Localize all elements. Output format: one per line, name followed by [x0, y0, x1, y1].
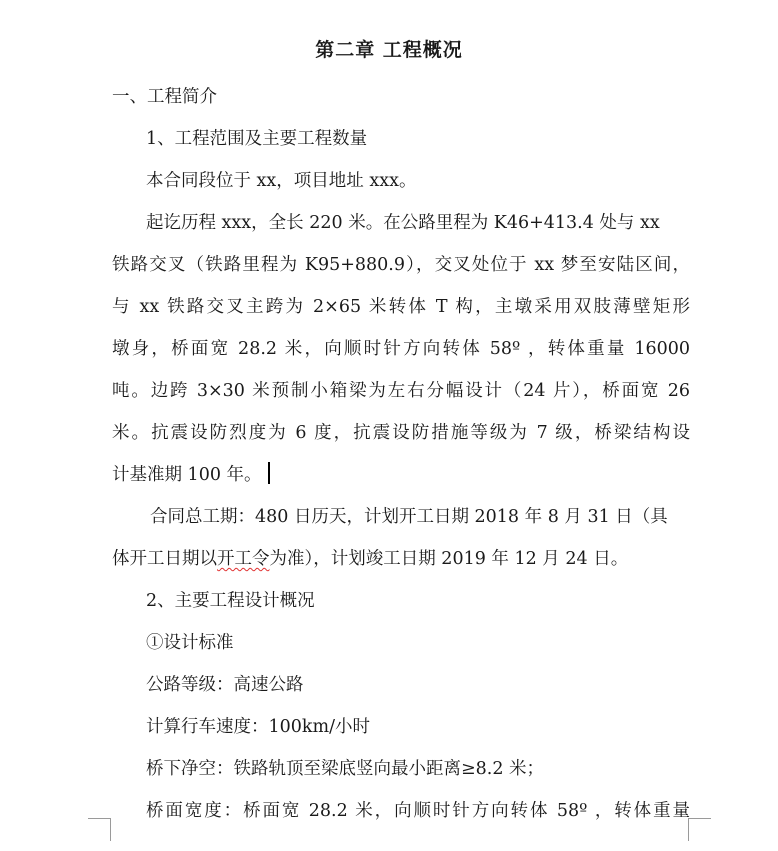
heading-scope-quantities: 1、工程范围及主要工程数量: [146, 129, 368, 149]
margin-corner-mark-left: [88, 818, 111, 841]
spec-road-grade: 公路等级：高速公路: [146, 675, 304, 695]
paragraph-scope-line-7-text: 计基准期 100 年。: [112, 465, 262, 485]
spellcheck-marked-word[interactable]: 开工令: [217, 549, 270, 569]
paragraph-scope-line-5: 吨。边跨 3×30 米预制小箱梁为左右分幅设计（24 片），桥面宽 26: [112, 381, 690, 401]
paragraph-scope-line-1: 起讫历程 xxx，全长 220 米。在公路里程为 K46+413.4 处与 xx: [146, 213, 660, 233]
heading-design-overview: 2、主要工程设计概况: [146, 591, 315, 611]
spec-design-speed: 计算行车速度：100km/小时: [146, 717, 370, 737]
schedule-text-after: 为准），计划竣工日期 2019 年 12 月 24 日。: [269, 549, 629, 569]
schedule-text-before: 体开工日期以: [112, 549, 217, 569]
paragraph-scope-line-3: 与 xx 铁路交叉主跨为 2×65 米转体 T 构，主墩采用双肢薄壁矩形: [112, 297, 690, 317]
spec-clearance: 桥下净空：铁路轨顶至梁底竖向最小距离≥8.2 米；: [146, 759, 545, 779]
paragraph-scope-line-6: 米。抗震设防烈度为 6 度，抗震设防措施等级为 7 级，桥梁结构设: [112, 423, 690, 443]
text-cursor: [268, 462, 270, 484]
spec-deck-width: 桥面宽度：桥面宽 28.2 米，向顺时针方向转体 58º ，转体重量: [146, 801, 690, 821]
margin-corner-mark-right: [688, 818, 711, 841]
chapter-title: 第二章 工程概况: [315, 39, 463, 61]
paragraph-scope-line-4: 墩身，桥面宽 28.2 米，向顺时针方向转体 58º ，转体重量 16000: [112, 339, 690, 359]
heading-project-intro: 一、工程简介: [112, 87, 217, 107]
paragraph-scope-line-2: 铁路交叉（铁路里程为 K95+880.9），交叉处位于 xx 梦至安陆区间，: [112, 255, 690, 275]
paragraph-location: 本合同段位于 xx，项目地址 xxx。: [146, 171, 417, 191]
subheading-design-standard: ①设计标准: [146, 633, 234, 653]
paragraph-schedule-line-2: [112, 546, 628, 572]
paragraph-scope-line-7: [112, 462, 270, 488]
paragraph-schedule-line-1: 合同总工期：480 日历天，计划开工日期 2018 年 8 月 31 日（具: [150, 507, 668, 527]
